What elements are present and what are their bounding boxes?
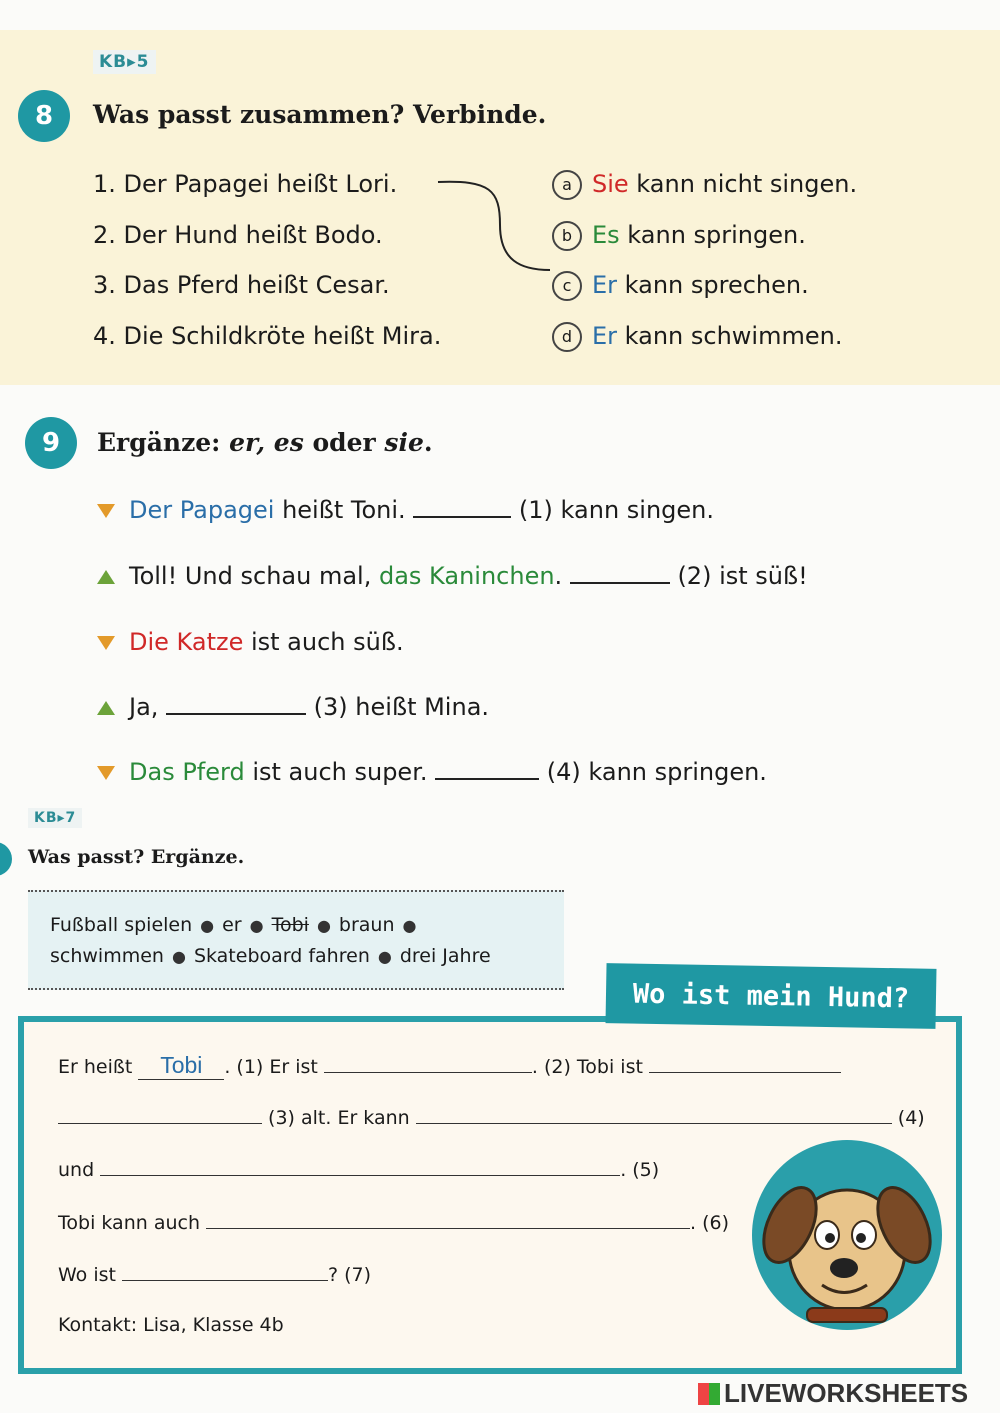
paw-icon: ●	[316, 916, 331, 935]
liveworksheets-logo	[698, 1378, 968, 1409]
answer-3b-input[interactable]	[58, 1105, 262, 1124]
speaker-a-triangle-icon	[97, 504, 115, 518]
logo-text: LIVEWORKSHEETS	[724, 1378, 969, 1408]
blank-2-input[interactable]	[570, 562, 670, 584]
word: Fußball spielen	[50, 914, 193, 936]
letter-badge: a	[552, 170, 582, 200]
poster-line-1	[58, 1052, 841, 1080]
word-crossed: Tobi	[271, 914, 309, 936]
speaker-a-triangle-icon	[97, 636, 115, 650]
poster-line-2	[58, 1105, 925, 1129]
poster-text: ? (7)	[328, 1264, 372, 1286]
heading-prefix: Ergänze:	[97, 428, 230, 457]
speaker-a-triangle-icon	[97, 766, 115, 780]
poster-line-4	[58, 1210, 729, 1234]
dog-illustration	[752, 1140, 942, 1330]
logo-icon	[698, 1383, 720, 1405]
exercise-number: 8	[18, 90, 70, 142]
line-text: heißt Toni.	[274, 496, 414, 524]
poster-text: . (2) Tobi ist	[531, 1056, 649, 1078]
speaker-b-triangle-icon	[97, 701, 115, 715]
right-item-d[interactable]	[552, 322, 842, 352]
exercise-heading: Was passt? Ergänze.	[28, 846, 245, 868]
poster-line-3	[58, 1157, 659, 1181]
word: Skateboard fahren	[193, 945, 370, 967]
left-item-3[interactable]: 3. Das Pferd heißt Cesar.	[93, 271, 390, 299]
pronoun: Er	[592, 322, 618, 350]
sentence-rest: kann sprechen.	[617, 271, 809, 299]
paw-icon: ●	[200, 916, 215, 935]
noun-colored: das Kaninchen	[378, 562, 555, 590]
answer-4-input[interactable]	[416, 1105, 892, 1124]
dialogue-line-2	[97, 562, 808, 590]
line-text: Ja,	[129, 693, 167, 721]
line-text: ist auch super.	[244, 758, 436, 786]
word: drei Jahre	[399, 945, 491, 967]
kb-reference: KB▸5	[93, 50, 156, 74]
left-item-4[interactable]: 4. Die Schildkröte heißt Mira.	[93, 322, 442, 350]
word-bank-line-2	[50, 945, 491, 967]
pronoun: Sie	[592, 170, 629, 198]
line-text: (3) heißt Mina.	[306, 693, 490, 721]
poster-contact: Kontakt: Lisa, Klasse 4b	[58, 1314, 284, 1336]
blank-1-input[interactable]	[413, 496, 511, 518]
exercise-heading	[97, 428, 433, 457]
paw-icon: ●	[377, 947, 392, 966]
dialogue-line-4	[97, 693, 489, 721]
word: schwimmen	[50, 945, 164, 967]
poster-text: (3) alt. Er kann	[262, 1107, 416, 1129]
answer-2-input[interactable]	[324, 1054, 532, 1073]
word: er	[222, 914, 242, 936]
paw-icon: ●	[249, 916, 264, 935]
poster-text: Er heißt	[58, 1056, 139, 1078]
speaker-b-triangle-icon	[97, 570, 115, 584]
line-text: Toll! Und schau mal,	[129, 562, 379, 590]
answer-1-filled[interactable]: Tobi	[138, 1052, 224, 1080]
line-text: (1) kann singen.	[511, 496, 715, 524]
letter-badge: d	[552, 322, 582, 352]
sentence-rest: kann nicht singen.	[628, 170, 858, 198]
heading-last: sie	[384, 428, 424, 457]
heading-mid: oder	[303, 428, 385, 457]
pronoun: Es	[592, 221, 620, 249]
dialogue-line-5	[97, 758, 767, 786]
poster-title-banner: Wo ist mein Hund?	[606, 963, 937, 1029]
poster-text: und	[58, 1159, 101, 1181]
connecting-line	[430, 170, 560, 280]
noun-colored: Der Papagei	[129, 496, 275, 524]
word: braun	[338, 914, 395, 936]
answer-5-input[interactable]	[100, 1157, 620, 1176]
noun-colored: Das Pferd	[129, 758, 245, 786]
heading-options: er, es	[229, 428, 304, 457]
heading-end: .	[423, 428, 433, 457]
word-bank-line-1	[50, 914, 424, 936]
word-bank	[28, 890, 564, 990]
exercise-heading: Was passt zusammen? Verbinde.	[93, 100, 547, 129]
kb-reference: KB▸7	[28, 808, 82, 828]
dialogue-line-1	[97, 496, 714, 524]
right-item-a[interactable]	[552, 170, 857, 200]
sentence-rest: kann springen.	[619, 221, 806, 249]
left-item-1[interactable]: 1. Der Papagei heißt Lori.	[93, 170, 398, 198]
poster-text: Wo ist	[58, 1264, 123, 1286]
dog-face-icon	[752, 1140, 942, 1330]
exercise-number: 9	[25, 417, 77, 469]
poster-line-5	[58, 1262, 371, 1286]
sentence-rest: kann schwimmen.	[617, 322, 843, 350]
line-text: ist auch süß.	[243, 628, 404, 656]
poster-text: . (6)	[690, 1212, 730, 1234]
poster-text: . (5)	[620, 1159, 660, 1181]
line-text: (4) kann springen.	[539, 758, 767, 786]
blank-3-input[interactable]	[166, 693, 306, 715]
right-item-c[interactable]	[552, 271, 809, 301]
letter-badge: b	[552, 221, 582, 251]
answer-6-input[interactable]	[206, 1210, 690, 1229]
line-text: (2) ist süß!	[669, 562, 808, 590]
pronoun: Er	[592, 271, 618, 299]
dialogue-line-3	[97, 628, 404, 656]
poster-text: (4)	[891, 1107, 925, 1129]
blank-4-input[interactable]	[435, 758, 539, 780]
poster-text: . (1) Er ist	[224, 1056, 324, 1078]
left-item-2[interactable]: 2. Der Hund heißt Bodo.	[93, 221, 383, 249]
exercise-number-circle	[0, 842, 12, 876]
exercise-8-section	[0, 30, 1000, 385]
letter-badge: c	[552, 271, 582, 301]
answer-7-input[interactable]	[122, 1262, 328, 1281]
answer-3-input[interactable]	[649, 1054, 841, 1073]
noun-colored: Die Katze	[129, 628, 244, 656]
paw-icon: ●	[402, 916, 417, 935]
paw-icon: ●	[171, 947, 186, 966]
right-item-b[interactable]	[552, 221, 806, 251]
line-text: .	[554, 562, 570, 590]
poster-text: Tobi kann auch	[58, 1212, 207, 1234]
